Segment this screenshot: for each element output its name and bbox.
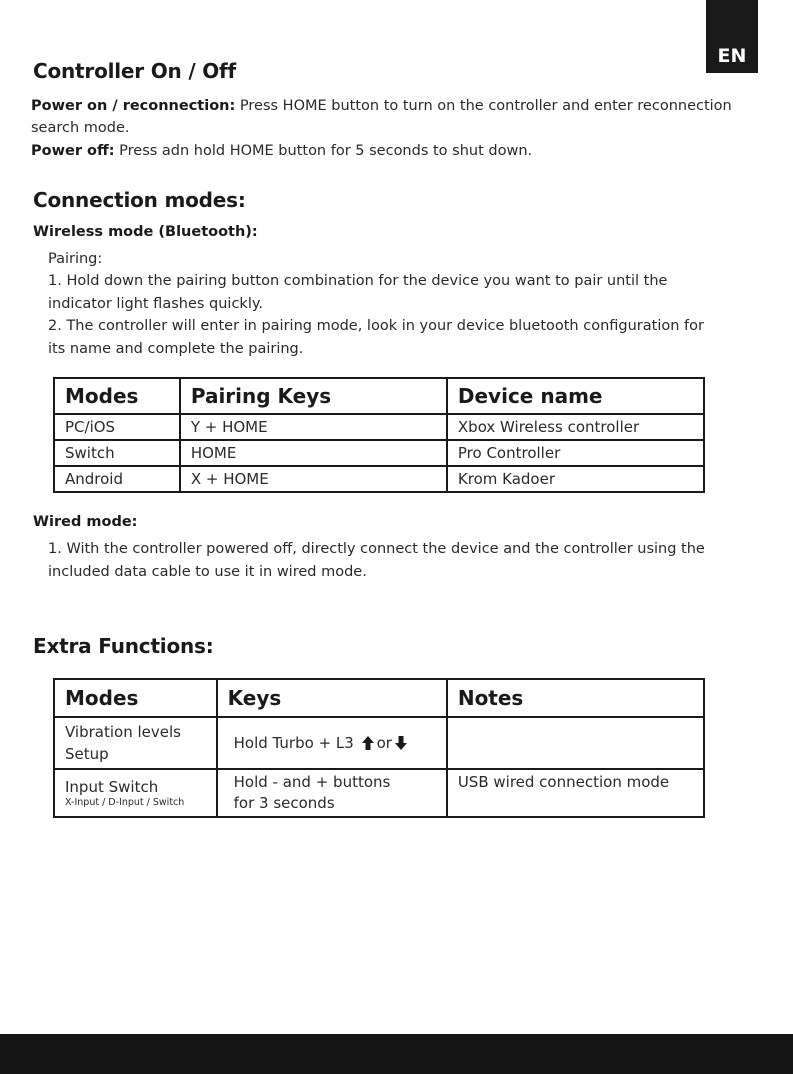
keys-line1: Hold - and + buttons [233, 773, 391, 791]
table-header-cell: Notes [447, 679, 704, 717]
table-header-cell: Keys [217, 679, 447, 717]
table-cell-keys [217, 717, 447, 769]
table-row [54, 414, 704, 440]
table-cell-device: Krom Kadoer [447, 466, 704, 492]
table-row [54, 466, 704, 492]
wireless-mode-title: Wireless mode (Bluetooth): [33, 224, 258, 240]
wired-step1-line1: 1. With the controller powered off, directly connect the device and the controller using the [48, 541, 705, 557]
table-cell-keys: X + HOME [180, 466, 447, 492]
table-cell-device: Pro Controller [447, 440, 704, 466]
table-cell-device: Xbox Wireless controller [447, 414, 704, 440]
power-on-text-cont: search mode. [31, 120, 130, 136]
power-on-paragraph [31, 95, 732, 117]
arrow-up-icon [362, 736, 374, 750]
footer-bar [0, 1034, 793, 1074]
table-cell-keys: Y + HOME [180, 414, 447, 440]
mode-subtext: X-Input / D-Input / Switch [65, 797, 185, 808]
mode-text: Input Switch [65, 778, 159, 796]
pairing-step1-line2: indicator light flashes quickly. [48, 296, 263, 312]
mode-line2: Setup [65, 745, 109, 763]
power-off-text: Press adn hold HOME button for 5 seconds to shut down. [114, 143, 533, 159]
table-cell-mode: Switch [54, 440, 180, 466]
pairing-step1-line1: 1. Hold down the pairing button combination for the device you want to pair until the [48, 273, 668, 289]
table-header-cell: Modes [54, 679, 217, 717]
keys-or: or [376, 734, 392, 752]
power-on-text: Press HOME button to turn on the controller and enter reconnection [235, 98, 732, 114]
table-header-cell: Pairing Keys [180, 378, 447, 414]
pairing-table [53, 377, 705, 493]
table-row [54, 440, 704, 466]
table-cell-keys [217, 769, 447, 817]
power-on-label: Power on / reconnection: [31, 98, 236, 114]
keys-line2: for 3 seconds [233, 794, 335, 812]
power-off-label: Power off: [31, 143, 115, 159]
table-cell-keys: HOME [180, 440, 447, 466]
pairing-step2-line1: 2. The controller will enter in pairing mode, look in your device bluetooth configuration for [48, 318, 704, 334]
table-header-cell: Modes [54, 378, 180, 414]
section-title-connection-modes: Connection modes: [33, 188, 246, 212]
pairing-label: Pairing: [48, 251, 103, 267]
extra-functions-table [53, 678, 705, 818]
mode-line1: Vibration levels [65, 723, 181, 741]
pairing-step2-line2: its name and complete the pairing. [48, 341, 304, 357]
arrow-down-icon [395, 736, 407, 750]
table-cell-mode [54, 769, 217, 817]
table-row [54, 769, 704, 817]
table-cell-mode: Android [54, 466, 180, 492]
table-row [54, 717, 704, 769]
keys-text: Hold Turbo + L3 [233, 734, 354, 752]
table-header-cell: Device name [447, 378, 704, 414]
language-tag: EN [706, 0, 758, 73]
power-off-paragraph [31, 140, 532, 162]
table-cell-mode: PC/iOS [54, 414, 180, 440]
table-cell-mode [54, 717, 217, 769]
wired-step1-line2: included data cable to use it in wired mode. [48, 564, 367, 580]
table-header-row [54, 378, 704, 414]
table-cell-notes [447, 717, 704, 769]
wired-mode-title: Wired mode: [33, 514, 138, 530]
table-cell-notes: USB wired connection mode [447, 769, 704, 817]
section-title-extra-functions: Extra Functions: [33, 634, 214, 658]
section-title-controller-on-off: Controller On / Off [33, 59, 236, 83]
table-header-row [54, 679, 704, 717]
